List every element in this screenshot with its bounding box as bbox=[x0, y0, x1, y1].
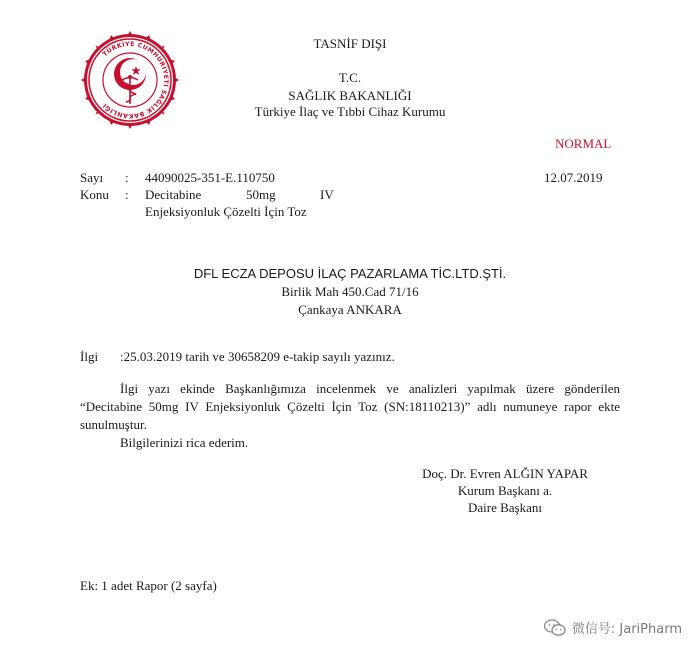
classification-label: TASNİF DIŞI bbox=[313, 36, 387, 51]
konu-label: Konu bbox=[80, 187, 109, 202]
konu-line2: Enjeksiyonluk Çözelti İçin Toz bbox=[145, 204, 307, 219]
wechat-id: 微信号: JariPharm bbox=[571, 622, 682, 637]
recipient-address-1: Birlik Mah 450.Cad 71/16 bbox=[281, 284, 419, 299]
konu-colon: : bbox=[125, 187, 129, 202]
body-paragraph-2: Bilgilerinizi rica ederim. bbox=[120, 435, 249, 450]
state-label: T.C. bbox=[338, 70, 362, 85]
recipient-address-2: Çankaya ANKARA bbox=[298, 302, 402, 317]
signatory-title-1: Kurum Başkanı a. bbox=[457, 483, 553, 498]
sayi-label: Sayı bbox=[80, 170, 104, 185]
konu-drug: Decitabine bbox=[145, 187, 202, 202]
ilgi-text: :25.03.2019 tarih ve 30658209 e-takip sayılı yazınız. bbox=[120, 349, 395, 364]
attachment-note: Ek: 1 adet Rapor (2 sayfa) bbox=[80, 578, 217, 593]
agency-name: Türkiye İlaç ve Tıbbi Cihaz Kurumu bbox=[254, 104, 446, 119]
konu-dose: 50mg bbox=[246, 187, 276, 202]
sayi-colon: : bbox=[125, 170, 129, 185]
sayi-value: 44090025-351-E.110750 bbox=[145, 170, 275, 185]
wechat-icon bbox=[544, 619, 566, 637]
signatory-title-2: Daire Başkanı bbox=[467, 500, 542, 515]
ilgi-label: İlgi bbox=[80, 349, 99, 364]
ministry-seal bbox=[80, 30, 180, 130]
document-date: 12.07.2019 bbox=[544, 170, 603, 185]
konu-route: IV bbox=[320, 187, 334, 202]
ministry-name: SAĞLIK BAKANLIĞI bbox=[288, 88, 412, 103]
priority-label: NORMAL bbox=[555, 136, 612, 151]
body-paragraph-1: İlgi yazı ekinde Başkanlığımıza incelenmek ve analizleri yapılmak üzere gönderilen “Decitabine 50mg IV Enjeksiyonluk Çözelti İçin Toz (SN:18110213)” adlı numuneye rapor ekte sunulmuştur. bbox=[80, 381, 620, 432]
wechat-watermark bbox=[544, 618, 682, 637]
svg-text:TÜRKİYE CUMHURİYETİ SAĞLIK BAK: TÜRKİYE CUMHURİYETİ SAĞLIK BAKANLIĞI bbox=[101, 40, 170, 120]
recipient-name: DFL ECZA DEPOSU İLAÇ PAZARLAMA TİC.LTD.ŞTİ. bbox=[193, 266, 507, 281]
signatory-name: Doç. Dr. Evren ALĞIN YAPAR bbox=[422, 466, 588, 481]
